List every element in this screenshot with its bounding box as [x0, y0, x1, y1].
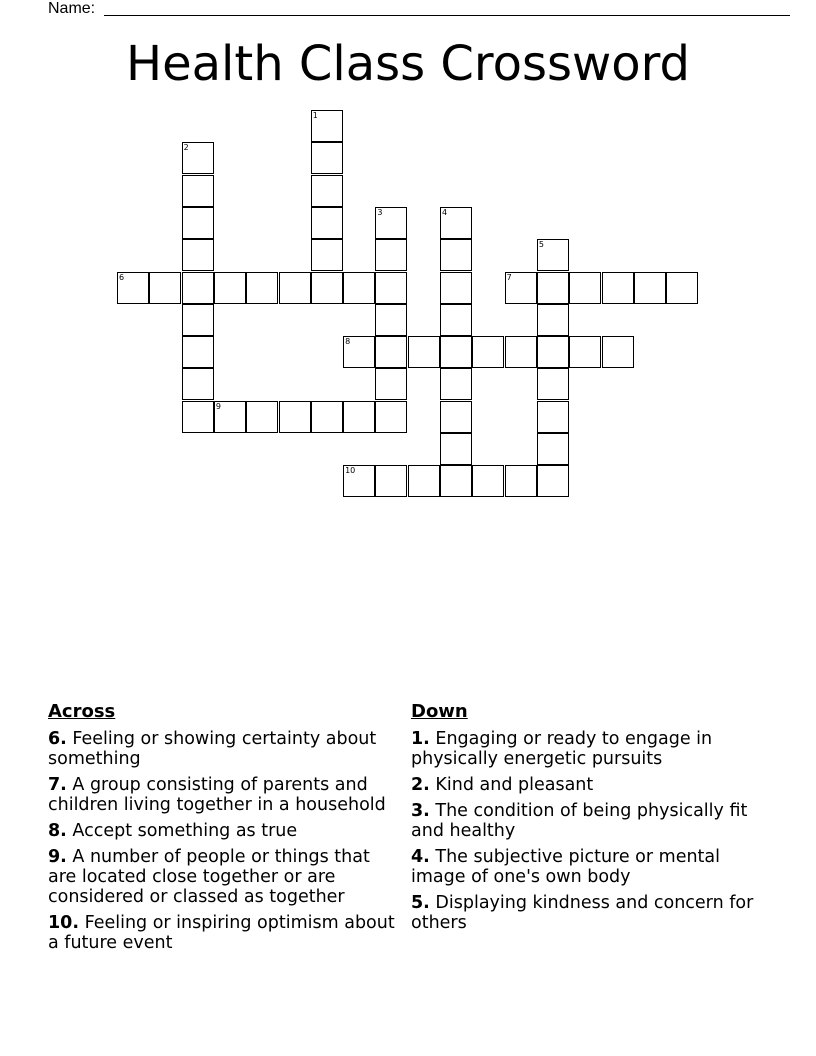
name-label: Name: [48, 0, 96, 17]
crossword-cell[interactable] [440, 336, 472, 368]
clue-number: 10. [48, 913, 80, 933]
crossword-cell[interactable] [311, 175, 343, 207]
crossword-cell[interactable] [182, 207, 214, 239]
crossword-cell[interactable] [279, 401, 311, 433]
clue-down [411, 801, 761, 841]
crossword-cell[interactable] [440, 465, 472, 497]
down-heading: Down [411, 701, 468, 722]
clue-text: Accept something as true [72, 821, 298, 841]
cell-number: 9 [215, 401, 221, 411]
crossword-cell[interactable] [537, 401, 569, 433]
clue-number: 3. [411, 801, 430, 821]
crossword-cell[interactable] [537, 272, 569, 304]
crossword-cell[interactable] [569, 336, 601, 368]
crossword-cell[interactable] [375, 207, 407, 239]
clue-text: Engaging or ready to engage in physically energetic pursuits [411, 729, 713, 769]
clue-down [411, 729, 761, 769]
crossword-cell[interactable] [214, 272, 246, 304]
crossword-cell[interactable] [182, 401, 214, 433]
clue-text: Feeling or showing certainty about something [48, 729, 377, 769]
cell-number: 2 [183, 143, 189, 153]
crossword-cell[interactable] [311, 207, 343, 239]
crossword-cell[interactable] [182, 142, 214, 174]
crossword-cell[interactable] [375, 368, 407, 400]
down-clues [411, 700, 761, 939]
crossword-cell[interactable] [182, 368, 214, 400]
cell-number: 1 [312, 111, 318, 120]
crossword-cell[interactable] [440, 239, 472, 271]
crossword-cell[interactable] [375, 304, 407, 336]
crossword-cell[interactable] [472, 465, 504, 497]
clue-across [48, 913, 403, 953]
cell-number: 7 [506, 272, 512, 282]
crossword-cell[interactable] [182, 272, 214, 304]
crossword-cell[interactable] [182, 239, 214, 271]
clue-number: 6. [48, 729, 67, 749]
clue-text: The condition of being physically fit and healthy [411, 801, 748, 841]
crossword-cell[interactable] [634, 272, 666, 304]
crossword-cell[interactable] [602, 272, 634, 304]
crossword-cell[interactable] [182, 175, 214, 207]
crossword-cell[interactable] [440, 368, 472, 400]
crossword-cell[interactable] [505, 272, 537, 304]
clue-down [411, 847, 761, 887]
crossword-cell[interactable] [117, 272, 149, 304]
crossword-cell[interactable] [375, 465, 407, 497]
crossword-cell[interactable] [440, 304, 472, 336]
crossword-cell[interactable] [569, 272, 601, 304]
clue-across [48, 775, 403, 815]
crossword-cell[interactable] [537, 433, 569, 465]
clue-number: 7. [48, 775, 67, 795]
crossword-cell[interactable] [343, 336, 375, 368]
clue-text: Feeling or inspiring optimism about a future event [48, 913, 395, 953]
clue-number: 1. [411, 729, 430, 749]
crossword-cell[interactable] [537, 368, 569, 400]
crossword-cell[interactable] [537, 239, 569, 271]
cell-number: 5 [538, 240, 544, 250]
crossword-cell[interactable] [375, 336, 407, 368]
crossword-cell[interactable] [149, 272, 181, 304]
crossword-cell[interactable] [440, 433, 472, 465]
crossword-grid [0, 0, 816, 520]
crossword-cell[interactable] [311, 239, 343, 271]
clue-across [48, 847, 403, 907]
crossword-cell[interactable] [472, 336, 504, 368]
crossword-cell[interactable] [214, 401, 246, 433]
cell-number: 6 [119, 272, 125, 282]
cell-number: 3 [377, 207, 383, 217]
crossword-cell[interactable] [375, 401, 407, 433]
crossword-cell[interactable] [343, 272, 375, 304]
crossword-cell[interactable] [440, 207, 472, 239]
crossword-cell[interactable] [505, 465, 537, 497]
clue-number: 5. [411, 893, 430, 913]
clue-text: Displaying kindness and concern for others [411, 893, 754, 933]
clue-number: 4. [411, 847, 430, 867]
cell-number: 10 [345, 466, 356, 476]
crossword-cell[interactable] [279, 272, 311, 304]
crossword-cell[interactable] [537, 336, 569, 368]
clue-text: A number of people or things that are located close together or are considered or classed as together [48, 847, 370, 907]
crossword-cell[interactable] [246, 401, 278, 433]
clue-text: Kind and pleasant [435, 775, 594, 795]
crossword-cell[interactable] [537, 304, 569, 336]
clue-down [411, 775, 761, 795]
crossword-cell[interactable] [311, 401, 343, 433]
across-clues [48, 700, 403, 959]
clue-across [48, 821, 403, 841]
crossword-cell[interactable] [246, 272, 278, 304]
crossword-cell[interactable] [311, 142, 343, 174]
cell-number: 4 [442, 207, 448, 217]
crossword-cell[interactable] [666, 272, 698, 304]
crossword-cell[interactable] [440, 272, 472, 304]
crossword-cell[interactable] [537, 465, 569, 497]
crossword-cell[interactable] [343, 401, 375, 433]
crossword-cell[interactable] [375, 239, 407, 271]
crossword-cell[interactable] [182, 336, 214, 368]
crossword-cell[interactable] [343, 465, 375, 497]
clue-text: A group consisting of parents and children living together in a household [48, 775, 386, 815]
across-heading: Across [48, 701, 116, 722]
crossword-cell[interactable] [602, 336, 634, 368]
clue-number: 9. [48, 847, 67, 867]
crossword-cell[interactable] [440, 401, 472, 433]
clue-down [411, 893, 761, 933]
crossword-cell[interactable] [408, 465, 440, 497]
crossword-cell[interactable] [505, 336, 537, 368]
crossword-cell[interactable] [375, 272, 407, 304]
clue-text: The subjective picture or mental image of one's own body [411, 847, 720, 887]
clue-number: 2. [411, 775, 430, 795]
clue-number: 8. [48, 821, 67, 841]
crossword-cell[interactable] [182, 304, 214, 336]
clue-across [48, 729, 403, 769]
crossword-cell[interactable] [311, 272, 343, 304]
page-title: Health Class Crossword [126, 36, 690, 92]
crossword-cell[interactable] [311, 110, 343, 142]
cell-number: 8 [345, 337, 351, 347]
crossword-cell[interactable] [408, 336, 440, 368]
